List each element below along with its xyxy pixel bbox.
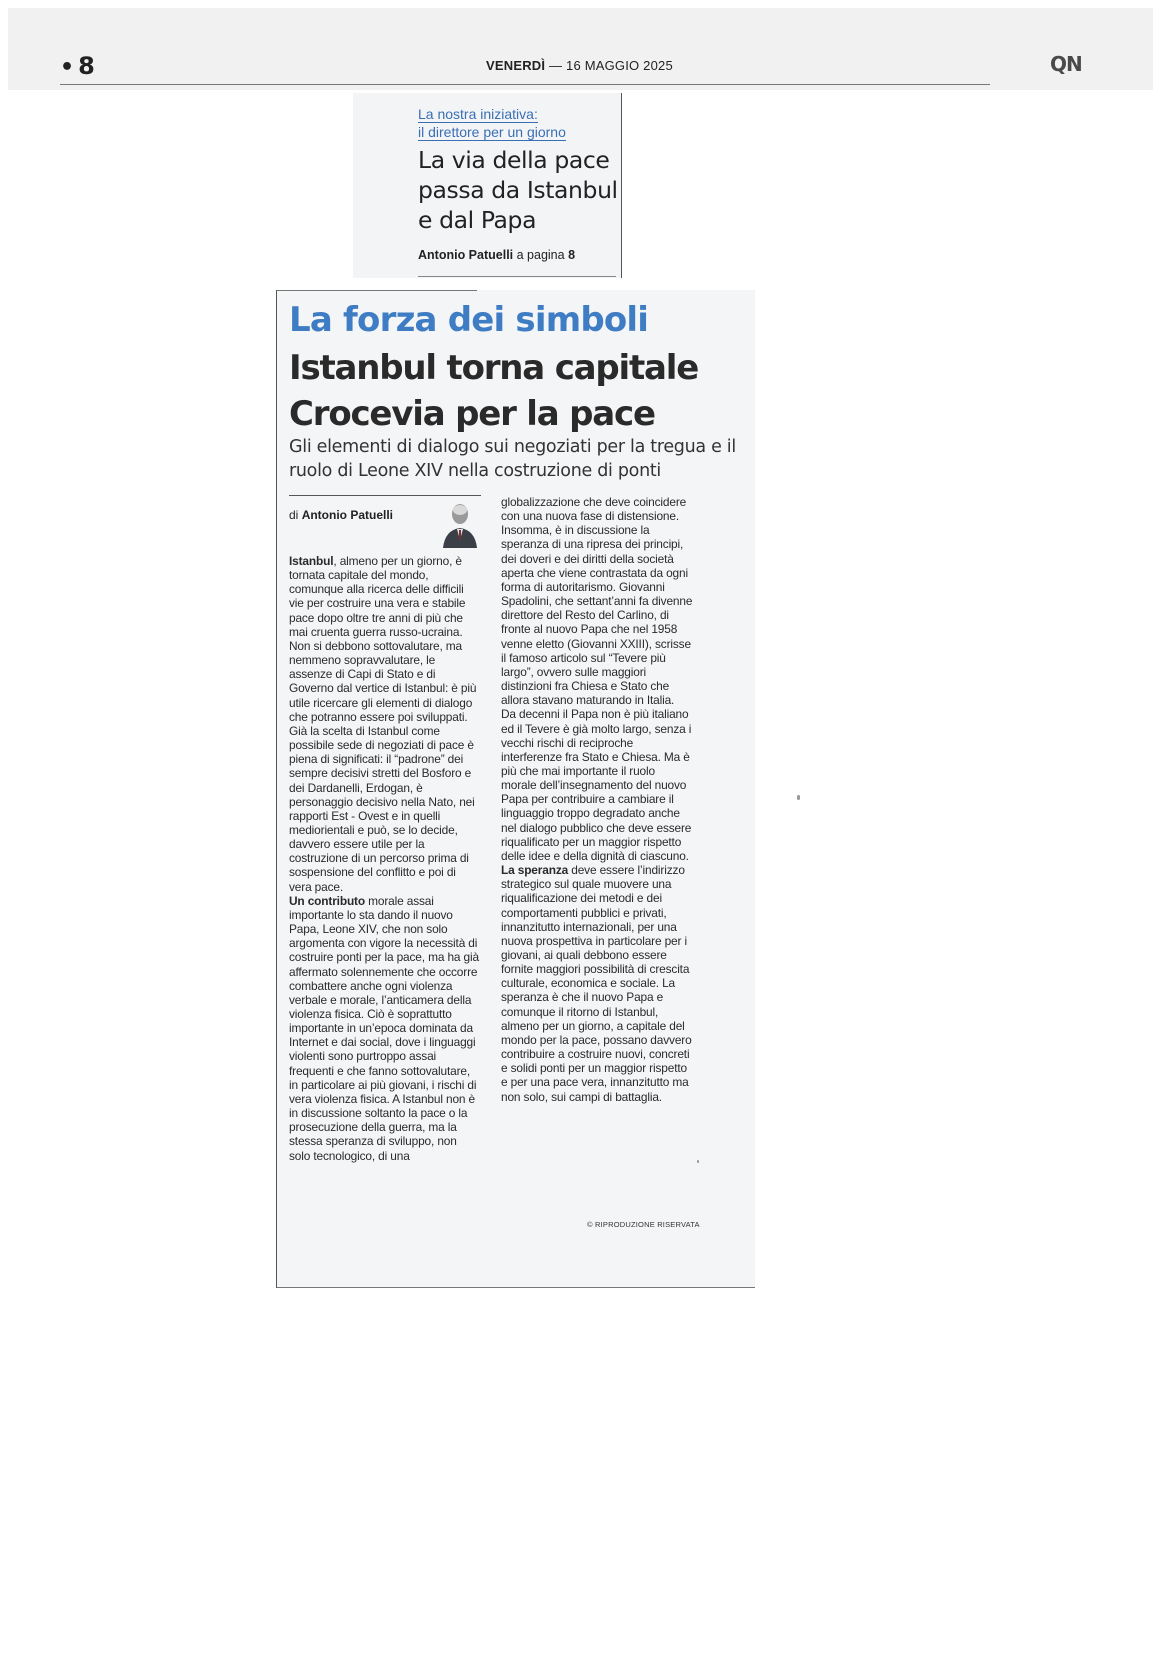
paragraph-lead: Istanbul	[289, 554, 334, 568]
article-bottom-rule	[277, 1287, 755, 1288]
byline-author: Antonio Patuelli	[301, 508, 394, 522]
paragraph-body: deve essere l’indirizzo strategico sul quale muovere una riqualificazione dei metodi e dei comportamenti pubblici e privati, innanzitutto internazionali, per una nuova prospettiva in particolare per i giovani, ai quali debbono essere fornite maggiori possibilità di crescita culturale, economica e sociale. La speranza è che il nuovo Papa e comunque il ritorno di Istanbul, almeno per un giorno, a capitale del mondo per la pace, possano davvero contribuire a costruire nuovi, concreti e solidi ponti per un maggior rispetto e per una pace vera, innanzitutto ma non solo, sui campi di battaglia.	[501, 863, 692, 1104]
dateline-date: 16 MAGGIO 2025	[566, 58, 673, 73]
article-overline: La forza dei simboli	[289, 300, 649, 340]
page-number-value: 8	[78, 52, 95, 80]
teaser-page-ref-text: a pagina	[516, 248, 565, 262]
article-column-1	[289, 554, 481, 1163]
article	[276, 290, 755, 1288]
article-headline-line1: Istanbul torna capitale	[289, 348, 699, 388]
page-number-dot: •	[60, 55, 75, 80]
teaser-page-ref-number: 8	[568, 248, 576, 262]
scan-speck	[697, 1160, 699, 1163]
teaser-title: La via della pace passa da Istanbul e dal Papa	[418, 146, 618, 234]
paragraph-body: Da decenni il Papa non è più italiano ed il Tevere è già molto largo, senza i vecchi rischi di reciproche interferenze fra Stato e Chiesa. Ma è più che mai importante il ruolo morale dell’insegnamento del nuovo Papa per contribuire a cambiare il linguaggio troppo degradato anche nel dialogo pubblico che deve essere riqualificato per un maggior rispetto delle idee e della dignità di ciascuno.	[501, 707, 692, 863]
teaser-bottom-rule	[418, 276, 616, 277]
byline	[289, 495, 481, 548]
article-top-rule	[277, 290, 477, 291]
paragraph-body: morale assai importante lo sta dando il nuovo Papa, Leone XIV, che non solo argomenta con vigore la necessità di costruire ponti per la pace, ma ha già affermato solennemente che occorre combattere anche ogni violenza verbale e morale, l’anticamera della violenza fisica. Ciò è soprattutto importante in un’epoca dominata da Internet e dai social, dove i linguaggi violenti sono purtroppo assai frequenti e che fanno sottovalutare, in particolare ai più giovani, i rischi di vera violenza fisica. A Istanbul non è in discussione soltanto la pace o la prosecuzione della guerra, ma la stessa speranza di sviluppo, non solo tecnologico, di una	[289, 893, 479, 1163]
article-headline-line2: Crocevia per la pace	[289, 394, 655, 434]
article-subhead: Gli elementi di dialogo sui negoziati per la tregua e il ruolo di Leone XIV nella costruzione di ponti	[289, 437, 736, 481]
copyright-notice: © RIPRODUZIONE RISERVATA	[587, 1220, 700, 1229]
paragraph-body: globalizzazione che deve coincidere con una nuova fase di distensione. Insomma, è in discussione la speranza di una ripresa dei principi, dei doveri e dei diritti della società aperta che viene contrastata da ogni forma di autoritarismo. Giovanni Spadolini, che settant’anni fa divenne direttore del Resto del Carlino, di fronte al nuovo Papa che nel 1958 venne eletto (Giovanni XXIII), scrisse il famoso articolo sul “Tevere più largo”, ovvero sulle maggiori distinzioni fra Chiesa e Stato che allora stavano maturando in Italia.	[501, 495, 693, 708]
scan-header-band	[8, 8, 1153, 90]
teaser-box	[353, 93, 622, 278]
teaser-page-reference	[418, 248, 618, 262]
article-paragraph	[501, 707, 693, 863]
scan-speck	[797, 795, 800, 800]
teaser-kicker	[418, 105, 618, 141]
article-paragraph	[501, 495, 693, 707]
byline-text	[289, 508, 409, 522]
teaser-author: Antonio Patuelli	[418, 248, 514, 262]
author-portrait-icon	[439, 498, 481, 548]
dateline-dash: —	[549, 58, 563, 73]
header-rule	[60, 84, 990, 85]
page-number	[60, 52, 95, 80]
paragraph-lead: Un contributo	[289, 893, 365, 908]
teaser-kicker-line1: La nostra iniziativa:	[418, 106, 538, 122]
article-paragraph	[289, 554, 481, 894]
byline-prefix: di	[289, 508, 299, 522]
dateline-day: VENERDÌ	[486, 58, 546, 73]
article-paragraph	[501, 863, 693, 1104]
dateline	[486, 58, 673, 73]
teaser-kicker-line2: il direttore per un giorno	[418, 124, 566, 140]
article-column-2	[501, 495, 693, 1104]
qn-logo: QN	[1050, 52, 1082, 76]
paragraph-lead: La speranza	[501, 863, 569, 878]
article-paragraph	[289, 894, 481, 1163]
paragraph-body: , almeno per un giorno, è tornata capitale del mondo, comunque alla ricerca delle difficili vie per costruire una vera e stabile pace dopo oltre tre anni di più che mai cruenta guerra russo-ucraina. Non si debbono sottovalutare, ma nemmeno sopravvalutare, le assenze di Capi di Stato e di Governo dal vertice di Istanbul: è più utile ricercare gli elementi di dialogo che potranno essere poi sviluppati. Già la scelta di Istanbul come possibile sede di negoziati di pace è piena di significati: il “padrone” dei sempre decisivi stretti del Bosforo e dei Dardanelli, Erdogan, è personaggio decisivo nella Nato, nei rapporti Est - Ovest e in quelli mediorientali e può, se lo decide, davvero essere utile per la costruzione di un percorso prima di sospensione del conflitto e poi di vera pace.	[289, 554, 477, 894]
